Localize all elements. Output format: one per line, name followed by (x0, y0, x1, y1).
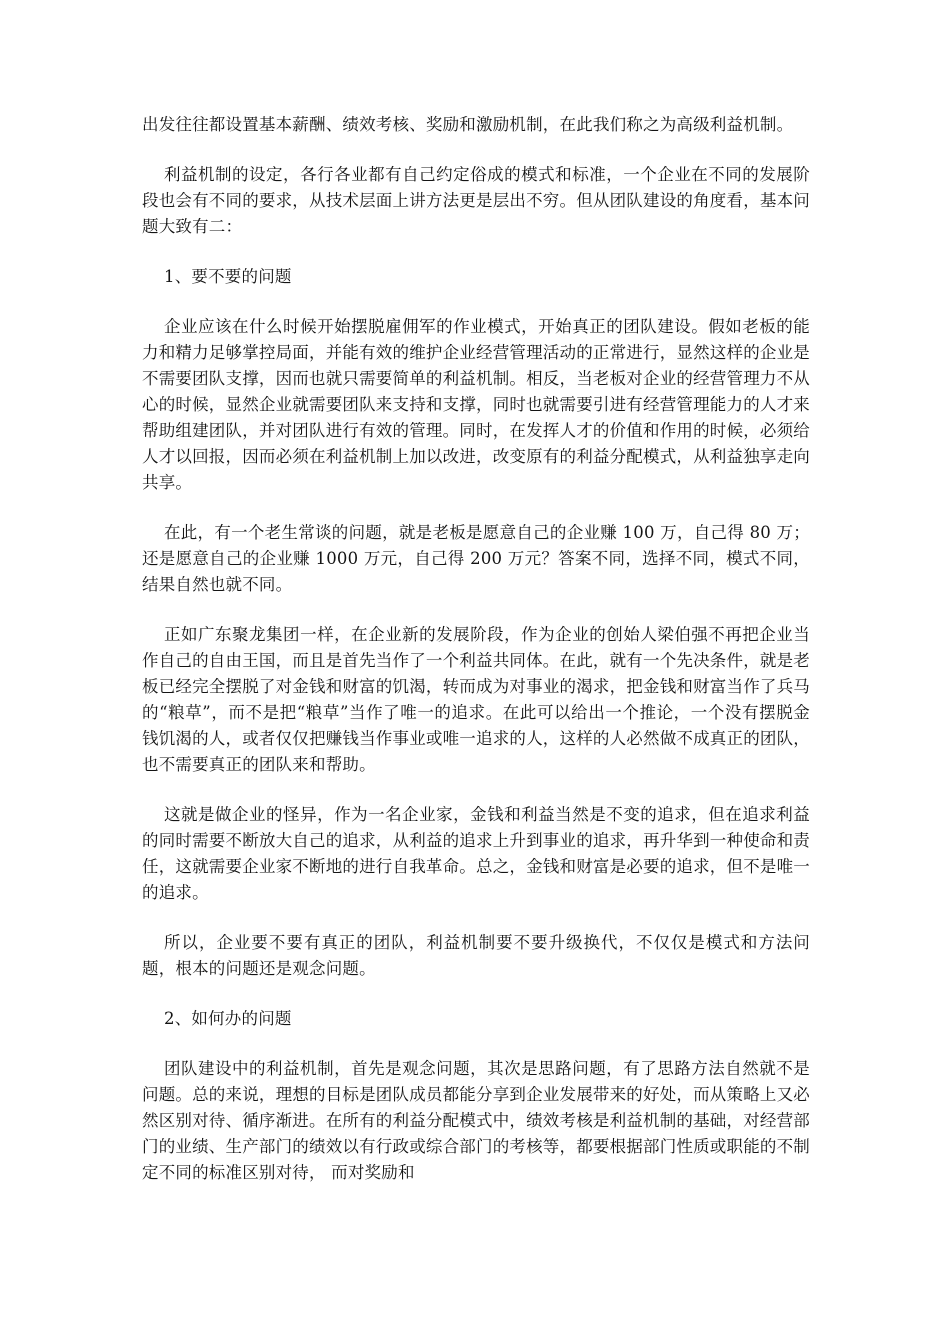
document-body (142, 112, 810, 1210)
paragraph-conclusion: 所以，企业要不要有真正的团队，利益机制要不要升级换代，不仅仅是模式和方法问题，根本的问题还是观念问题。 (142, 933, 810, 978)
paragraph-team-building: 企业应该在什么时候开始摆脱雇佣军的作业模式，开始真正的团队建设。假如老板的能力和精力足够掌控局面，并能有效的维护企业经营管理活动的正常进行，显然这样的企业是不需要团队支撑，因而也就只需要简单的利益机制。相反，当老板对企业的经营管理力不从心的时候，显然企业就需要团队来支持和支撑，同时也就需要引进有经营管理能力的人才来帮助组建团队，并对团队进行有效的管理。同时，在发挥人才的价值和作用的时候，必须给人才以回报，因而必须在利益机制上加以改进，改变原有的利益分配模式，从利益独享走向共享。 (142, 317, 810, 492)
paragraph-entrepreneur: 这就是做企业的怪异，作为一名企业家，金钱和利益当然是不变的追求，但在追求利益的同时需要不断放大自己的追求，从利益的追求上升到事业的追求，再升华到一种使命和责任，这就需要企业家不断地的进行自我革命。总之，金钱和财富是必要的追求，但不是唯一的追求。 (142, 805, 810, 902)
paragraph-mechanism-setting: 利益机制的设定，各行各业都有自己约定俗成的模式和标准，一个企业在不同的发展阶段也会有不同的要求，从技术层面上讲方法更是层出不穷。但从团队建设的角度看，基本问题大致有二： (142, 165, 810, 236)
section-heading-2: 2、如何办的问题 (164, 1009, 292, 1028)
section-heading-1: 1、要不要的问题 (164, 267, 292, 286)
paragraph-boss-question: 在此，有一个老生常谈的问题，就是老板是愿意自己的企业赚 100 万，自己得 80 万；还是愿意自己的企业赚 1000 万元，自己得 200 万元？答案不同，选择不同，模式不同，结果自然也就不同。 (142, 523, 810, 594)
paragraph-how-to: 团队建设中的利益机制，首先是观念问题，其次是思路问题，有了思路方法自然就不是问题。总的来说，理想的目标是团队成员都能分享到企业发展带来的好处，而从策略上又必然区别对待、循序渐进。在所有的利益分配模式中，绩效考核是利益机制的基础，对经营部门的业绩、生产部门的绩效以有行政或综合部门的考核等，都要根据部门性质或职能的不制定不同的标准区别对待， 而对奖励和 (142, 1059, 810, 1182)
paragraph-continuation: 出发往往都设置基本薪酬、绩效考核、奖励和激励机制，在此我们称之为高级利益机制。 (142, 115, 794, 134)
paragraph-julong-example: 正如广东聚龙集团一样，在企业新的发展阶段，作为企业的创始人梁伯强不再把企业当作自己的自由王国，而且是首先当作了一个利益共同体。在此，就有一个先决条件，就是老板已经完全摆脱了对金钱和财富的饥渴，转而成为对事业的渴求，把金钱和财富当作了兵马的“粮草”，而不是把“粮草”当作了唯一的追求。在此可以给出一个推论，一个没有摆脱金钱饥渴的人，或者仅仅把赚钱当作事业或唯一追求的人，这样的人必然做不成真正的团队，也不需要真正的团队来和帮助。 (142, 625, 810, 774)
